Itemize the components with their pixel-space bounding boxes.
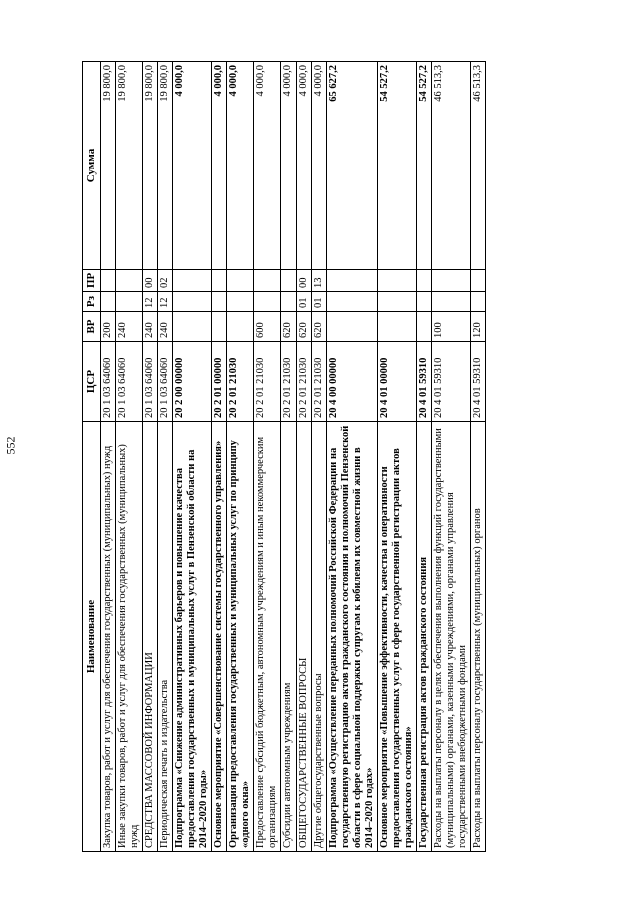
cell-name: Другие общегосударственные вопросы — [311, 422, 326, 852]
cell-name: Основное мероприятие «Совершенствование системы государственного управления» — [212, 422, 227, 852]
cell-csr: 20 2 01 21030 — [227, 342, 254, 422]
cell-vr: 100 — [432, 312, 471, 342]
cell-pr: 02 — [157, 270, 172, 292]
cell-sum: 54 527,2 — [377, 62, 416, 270]
cell-vr — [377, 312, 416, 342]
header-sum: Сумма — [83, 62, 101, 270]
cell-pr — [326, 270, 377, 292]
cell-csr: 20 1 03 64060 — [142, 342, 157, 422]
table-row — [326, 62, 377, 852]
cell-name: Основное мероприятие «Повышение эффективности, качества и оперативности предоставления государственных услуг в сфере государственной регистрации актов гражданского состояния» — [377, 422, 416, 852]
table-row — [115, 62, 142, 852]
cell-sum: 4 000,0 — [254, 62, 281, 270]
cell-pr: 00 — [142, 270, 157, 292]
cell-pr — [115, 270, 142, 292]
cell-name: Расходы на выплаты персоналу государственных (муниципальных) органов — [471, 422, 486, 852]
cell-pr — [100, 270, 115, 292]
cell-pr — [281, 270, 296, 292]
cell-csr: 20 1 03 64060 — [157, 342, 172, 422]
cell-name: ОБЩЕГОСУДАРСТВЕННЫЕ ВОПРОСЫ — [296, 422, 311, 852]
cell-vr — [212, 312, 227, 342]
cell-pr — [227, 270, 254, 292]
table-row — [142, 62, 157, 852]
cell-sum: 46 513,3 — [432, 62, 471, 270]
header-pr: ПР — [83, 270, 101, 292]
cell-csr: 20 2 01 21030 — [254, 342, 281, 422]
cell-pr — [172, 270, 211, 292]
cell-pr: 00 — [296, 270, 311, 292]
table-row — [157, 62, 172, 852]
table-row — [172, 62, 211, 852]
cell-csr: 20 1 03 64060 — [115, 342, 142, 422]
cell-rz — [432, 292, 471, 312]
cell-sum: 65 627,2 — [326, 62, 377, 270]
cell-sum: 4 000,0 — [212, 62, 227, 270]
cell-pr — [254, 270, 281, 292]
header-name: Наименование — [83, 422, 101, 852]
cell-sum: 19 800,0 — [157, 62, 172, 270]
cell-rz — [254, 292, 281, 312]
cell-name: Закупка товаров, работ и услуг для обеспечения государственных (муниципальных) нужд — [100, 422, 115, 852]
cell-vr: 120 — [471, 312, 486, 342]
cell-sum: 19 800,0 — [100, 62, 115, 270]
cell-rz — [172, 292, 211, 312]
cell-rz — [326, 292, 377, 312]
cell-name: Субсидии автономным учреждениям — [281, 422, 296, 852]
cell-pr — [471, 270, 486, 292]
cell-rz — [281, 292, 296, 312]
cell-vr: 620 — [296, 312, 311, 342]
table-row — [254, 62, 281, 852]
cell-rz — [471, 292, 486, 312]
cell-sum: 4 000,0 — [172, 62, 211, 270]
page-number — [0, 438, 22, 453]
cell-pr — [377, 270, 416, 292]
cell-csr: 20 4 01 59310 — [471, 342, 486, 422]
cell-rz — [212, 292, 227, 312]
cell-vr: 240 — [157, 312, 172, 342]
table-row — [311, 62, 326, 852]
page-number-text: 552 — [3, 436, 18, 455]
cell-rz: 01 — [296, 292, 311, 312]
table-body — [100, 62, 486, 852]
cell-name: Иные закупки товаров, работ и услуг для обеспечения государственных (муниципальных) нужд — [115, 422, 142, 852]
cell-vr: 620 — [311, 312, 326, 342]
cell-rz — [227, 292, 254, 312]
cell-rz: 01 — [311, 292, 326, 312]
header-vr: ВР — [83, 312, 101, 342]
cell-rz: 12 — [157, 292, 172, 312]
cell-vr — [227, 312, 254, 342]
table-row — [296, 62, 311, 852]
cell-csr: 20 2 01 21030 — [281, 342, 296, 422]
cell-pr — [417, 270, 432, 292]
cell-sum: 19 800,0 — [115, 62, 142, 270]
cell-vr: 240 — [115, 312, 142, 342]
cell-rz — [115, 292, 142, 312]
header-csr: ЦСР — [83, 342, 101, 422]
table-row — [432, 62, 471, 852]
table-header-row — [83, 62, 101, 852]
cell-vr: 240 — [142, 312, 157, 342]
cell-csr: 20 2 00 00000 — [172, 342, 211, 422]
cell-csr: 20 4 01 59310 — [417, 342, 432, 422]
cell-name: СРЕДСТВА МАССОВОЙ ИНФОРМАЦИИ — [142, 422, 157, 852]
cell-rz — [377, 292, 416, 312]
cell-name: Предоставление субсидий бюджетным, автономным учреждениям и иным некоммерческим организациям — [254, 422, 281, 852]
cell-pr — [432, 270, 471, 292]
table-row — [281, 62, 296, 852]
cell-vr — [417, 312, 432, 342]
table-row — [417, 62, 432, 852]
header-rz: Рз — [83, 292, 101, 312]
cell-csr: 20 4 01 59310 — [432, 342, 471, 422]
cell-vr — [326, 312, 377, 342]
cell-rz — [417, 292, 432, 312]
cell-sum: 46 513,3 — [471, 62, 486, 270]
cell-sum: 4 000,0 — [311, 62, 326, 270]
cell-vr: 600 — [254, 312, 281, 342]
rotated-page — [82, 62, 604, 852]
cell-sum: 4 000,0 — [281, 62, 296, 270]
cell-sum: 54 527,2 — [417, 62, 432, 270]
table-row — [471, 62, 486, 852]
cell-csr: 20 4 00 00000 — [326, 342, 377, 422]
budget-table — [82, 61, 486, 852]
cell-sum: 19 800,0 — [142, 62, 157, 270]
cell-pr: 13 — [311, 270, 326, 292]
cell-name: Подпрограмма «Осуществление переданных полномочий Российской Федерации на государственную регистрацию актов гражданского состояния и полномочий Пензенской области в сфере социальной поддержки супругам к юбилеям их совместной жизни в 2014–2020 годах» — [326, 422, 377, 852]
cell-csr: 20 2 01 21030 — [311, 342, 326, 422]
cell-name: Организация предоставления государственных и муниципальных услуг по принципу «одного окна» — [227, 422, 254, 852]
cell-sum: 4 000,0 — [296, 62, 311, 270]
cell-name: Расходы на выплаты персоналу в целях обеспечения выполнения функций государственными (муниципальными) органами, казенными учреждениями, органами управления государственными внебюджетными фондами — [432, 422, 471, 852]
cell-csr: 20 2 01 21030 — [296, 342, 311, 422]
cell-vr: 620 — [281, 312, 296, 342]
cell-name: Периодическая печать и издательства — [157, 422, 172, 852]
cell-pr — [212, 270, 227, 292]
cell-name: Государственная регистрация актов гражданского состояния — [417, 422, 432, 852]
cell-vr — [172, 312, 211, 342]
cell-csr: 20 1 03 64060 — [100, 342, 115, 422]
cell-name: Подпрограмма «Снижение административных барьеров и повышение качества предоставления государственных и муниципальных услуг в Пензенской области на 2014–2020 годы» — [172, 422, 211, 852]
cell-csr: 20 2 01 00000 — [212, 342, 227, 422]
table-row — [212, 62, 227, 852]
cell-rz: 12 — [142, 292, 157, 312]
cell-vr: 200 — [100, 312, 115, 342]
table-row — [377, 62, 416, 852]
cell-sum: 4 000,0 — [227, 62, 254, 270]
table-row — [227, 62, 254, 852]
table-row — [100, 62, 115, 852]
cell-rz — [100, 292, 115, 312]
cell-csr: 20 4 01 00000 — [377, 342, 416, 422]
